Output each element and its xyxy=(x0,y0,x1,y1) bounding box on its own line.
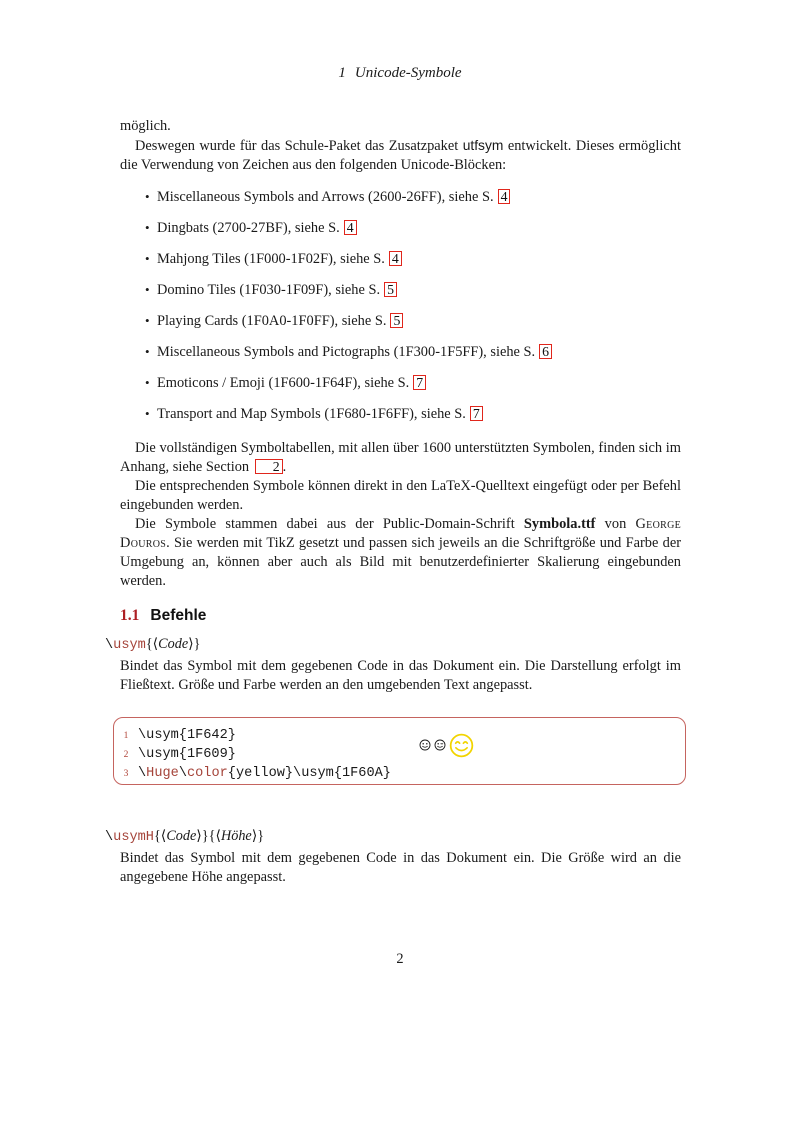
section-heading xyxy=(120,607,686,625)
paragraph-origin xyxy=(120,515,681,591)
usym-signature xyxy=(105,635,686,655)
arg-brace: {⟨ xyxy=(145,636,159,652)
block-label: Dingbats (2700-27BF), siehe S. xyxy=(157,220,340,236)
backslash: \ xyxy=(105,638,114,653)
line-number: 2 xyxy=(123,750,129,760)
line-number: 3 xyxy=(123,769,129,779)
block-label: Playing Cards (1F0A0-1F0FF), siehe S. xyxy=(157,313,387,329)
bullet-icon: • xyxy=(145,313,150,328)
header-section-number: 1 xyxy=(338,65,346,81)
list-item xyxy=(145,344,681,359)
code-text: {yellow} xyxy=(227,766,294,781)
block-label: Emoticons / Emoji (1F600-1F64F), siehe S. xyxy=(157,375,410,391)
winking-face-icon xyxy=(434,739,446,751)
list-item xyxy=(145,251,681,266)
section-ref-link[interactable]: 2 xyxy=(255,459,283,474)
block-label: Transport and Map Symbols (1F680-1F6FF), siehe S. xyxy=(157,406,466,422)
intro-post: entwickelt. Dieses ermöglicht die Verwendung von Zeichen aus den folgenden Unicode-Blöcken: xyxy=(120,138,681,173)
section-title: Befehle xyxy=(150,607,207,624)
running-header xyxy=(0,0,800,81)
arg-brace: {⟨ xyxy=(153,828,167,844)
author-name: George Douros xyxy=(120,516,682,551)
package-name: utfsym xyxy=(462,138,504,153)
bullet-icon: • xyxy=(145,189,150,204)
bullet-icon: • xyxy=(145,344,150,359)
yellow-smiling-face-icon xyxy=(449,733,474,758)
origin-pre: Die Symbole stammen dabei aus der Public-Domain-Schrift xyxy=(135,516,524,532)
bullet-icon: • xyxy=(145,282,150,297)
code-example-box xyxy=(113,717,686,785)
body-paragraphs xyxy=(120,439,681,591)
paragraph-intro xyxy=(120,136,681,175)
block-label: Domino Tiles (1F030-1F09F), siehe S. xyxy=(157,282,381,298)
origin-mid: von xyxy=(595,516,636,532)
arg-placeholder: Code xyxy=(166,828,197,844)
page-number: 2 xyxy=(396,951,404,967)
list-item xyxy=(145,189,681,204)
page-ref-link[interactable]: 7 xyxy=(470,406,483,421)
list-item xyxy=(145,313,681,328)
bullet-icon: • xyxy=(145,220,150,235)
arg-brace: ⟩} xyxy=(188,636,201,652)
page-ref-link[interactable]: 5 xyxy=(390,313,403,328)
code-text: \usym{1F60A} xyxy=(293,766,391,781)
font-file-name: Symbola.ttf xyxy=(523,516,596,532)
arg-placeholder: Höhe xyxy=(221,828,252,844)
bullet-icon: • xyxy=(145,406,150,421)
usym-description: Bindet das Symbol mit dem gegebenen Code in das Dokument ein. Die Darstellung erfolgt im Fließtext. Größe und Farbe werden an den umgebenden Text angepasst. xyxy=(120,658,681,693)
tables-text: Die vollständigen Symboltabellen, mit allen über 1600 unterstützten Symbolen, finden sich im Anhang, siehe Section xyxy=(120,440,681,475)
page-ref-link[interactable]: 4 xyxy=(498,189,511,204)
code-line xyxy=(121,762,685,781)
paragraph-direct: Die entsprechenden Symbole können direkt in den LaTeX-Quelltext eingefügt oder per Befehl eingebunden werden. xyxy=(120,478,681,513)
command-name: usym xyxy=(113,638,146,653)
backslash: \ xyxy=(178,766,187,781)
paragraph-tables xyxy=(120,439,681,477)
block-label: Mahjong Tiles (1F000-1F02F), siehe S. xyxy=(157,251,385,267)
backslash: \ xyxy=(138,766,147,781)
arg-placeholder: Code xyxy=(158,636,189,652)
list-item xyxy=(145,282,681,297)
page-ref-link[interactable]: 7 xyxy=(413,375,426,390)
arg-brace: {⟨ xyxy=(208,828,221,844)
section-number: 1.1 xyxy=(120,607,140,624)
list-item xyxy=(145,220,681,235)
paragraph-continuation: möglich. xyxy=(120,118,171,134)
list-item xyxy=(145,375,681,390)
arg-brace: ⟩} xyxy=(196,828,209,844)
bullet-icon: • xyxy=(145,251,150,266)
usymH-signature xyxy=(105,827,686,847)
slightly-smiling-face-icon xyxy=(419,739,431,751)
page-ref-link[interactable]: 4 xyxy=(389,251,402,266)
tables-period: . xyxy=(282,459,287,475)
code-text xyxy=(138,766,391,781)
page-content xyxy=(105,117,686,887)
command-name: usymH xyxy=(113,830,154,845)
usymH-description: Bindet das Symbol mit dem gegebenen Code in das Dokument ein. Die Größe wird an die angegebene Höhe angepasst. xyxy=(120,850,681,885)
code-line xyxy=(121,724,685,743)
bullet-icon: • xyxy=(145,375,150,390)
block-label: Miscellaneous Symbols and Arrows (2600-26FF), siehe S. xyxy=(157,189,494,205)
origin-post: . Sie werden mit TikZ gesetzt und passen sich jeweils an die Schriftgröße und Farbe der Umgebung an, können aber auch als Bild mit benutzerdefinierter Skalierung eingebunden werden. xyxy=(120,535,681,589)
code-text: \usym{1F609} xyxy=(138,747,236,762)
line-number: 1 xyxy=(123,731,129,741)
keyword-color: color xyxy=(186,766,228,781)
unicode-blocks-list xyxy=(120,189,681,421)
keyword-huge: Huge xyxy=(146,766,179,781)
code-text: \usym{1F642} xyxy=(138,728,236,743)
header-title: Unicode-Symbole xyxy=(354,65,462,81)
intro-pre: Deswegen wurde für das Schule-Paket das Zusatzpaket xyxy=(135,138,463,154)
code-line xyxy=(121,743,685,762)
page-ref-link[interactable]: 5 xyxy=(384,282,397,297)
intro-text xyxy=(120,117,681,591)
code-output-preview xyxy=(419,731,474,759)
page-ref-link[interactable]: 4 xyxy=(344,220,357,235)
block-label: Miscellaneous Symbols and Pictographs (1F300-1F5FF), siehe S. xyxy=(157,344,536,360)
arg-brace: ⟩} xyxy=(251,828,265,844)
backslash: \ xyxy=(105,830,114,845)
page-ref-link[interactable]: 6 xyxy=(539,344,552,359)
list-item xyxy=(145,406,681,421)
